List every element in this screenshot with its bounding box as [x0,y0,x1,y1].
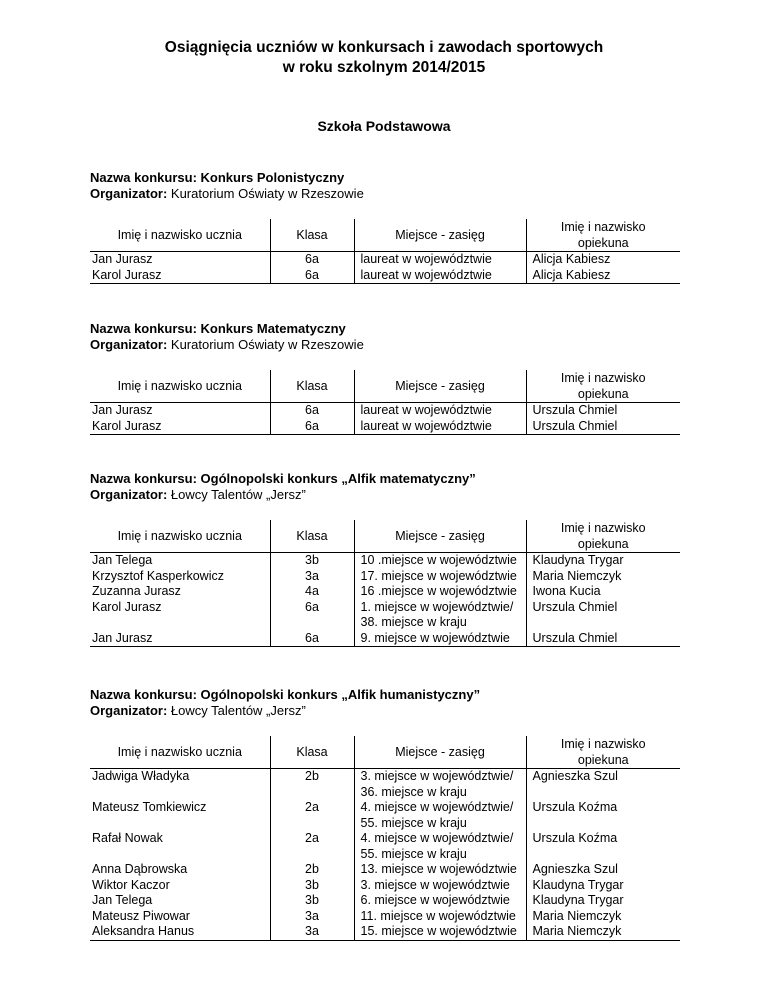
cell-place [354,403,526,419]
place-line: 9. miejsce w województwie [360,630,510,645]
header-row [90,219,680,252]
header-tutor [526,370,680,403]
results-table [90,219,680,284]
cell-class: 3b [270,553,354,569]
school-heading: Szkoła Podstawowa [317,118,451,134]
organizer-label: Organizator: [90,337,168,352]
cell-student: Wiktor Kaczor [92,877,170,892]
header-tutor-line-2: opiekuna [577,236,629,250]
cell-place [354,584,526,600]
cell-class: 6a [270,403,354,419]
document-title-line-2: w roku szkolnym 2014/2015 [282,59,486,76]
header-class: Klasa [270,370,354,403]
place-line: laureat w województwie [360,403,492,417]
place-line: 3. miejsce w województwie/ [360,769,514,783]
organizer-line [90,487,680,503]
cell-tutor: Klaudyna Trygar [526,878,680,894]
place-line: 4. miejsce w województwie/ [360,800,514,814]
cell-class: 3b [270,893,354,909]
organizer-value: Łowcy Talentów „Jersz” [167,487,306,502]
cell-class: 2b [270,862,354,878]
contest-section [90,170,680,284]
cell-class: 6a [270,600,354,631]
cell-place [354,631,526,647]
cell-place [354,893,526,909]
cell-class: 3a [270,569,354,585]
header-class: Klasa [270,219,354,252]
contest-section [90,687,680,941]
cell-tutor: Maria Niemczyk [526,924,680,940]
table-row [90,600,680,631]
cell-class: 3a [270,924,354,940]
contest-name-line [90,321,680,337]
header-place: Miejsce - zasięg [354,736,526,769]
place-line: 10 .miejsce w województwie [360,553,517,567]
cell-class: 3b [270,878,354,894]
header-student: Imię i nazwisko ucznia [90,370,270,403]
contest-section [90,321,680,435]
cell-tutor: Alicja Kabiesz [526,268,680,284]
table-row [90,419,680,435]
header-row [90,520,680,553]
cell-student: Mateusz Piwowar [92,908,190,923]
organizer-line [90,186,680,202]
cell-tutor: Agnieszka Szul [526,862,680,878]
cell-place [354,831,526,862]
table-row [90,553,680,569]
cell-place [354,600,526,631]
cell-student: Jan Jurasz [92,252,153,266]
cell-place [354,924,526,940]
cell-place [354,553,526,569]
organizer-label: Organizator: [90,186,168,201]
cell-class: 4a [270,584,354,600]
cell-class: 3a [270,909,354,925]
cell-tutor: Urszula Chmiel [526,403,680,419]
header-row [90,370,680,403]
contest-name-label: Nazwa konkursu: Ogólnopolski konkurs „Alfik humanistyczny” [90,687,481,702]
header-class: Klasa [270,520,354,553]
header-tutor-line-2: opiekuna [577,387,629,401]
cell-class: 2a [270,800,354,831]
cell-student: Karol Jurasz [92,599,162,614]
header-tutor [526,520,680,553]
cell-place [354,909,526,925]
organizer-value: Kuratorium Oświaty w Rzeszowie [167,186,364,201]
cell-student: Jan Telega [92,893,153,907]
header-student: Imię i nazwisko ucznia [90,219,270,252]
organizer-line [90,703,680,719]
cell-place [354,252,526,268]
table-row [90,268,680,284]
header-student: Imię i nazwisko ucznia [90,520,270,553]
cell-student: Karol Jurasz [90,419,270,435]
header-place: Miejsce - zasięg [354,370,526,403]
place-line: 3. miejsce w województwie [360,877,510,892]
table-row [90,893,680,909]
cell-student: Rafał Nowak [92,831,163,845]
organizer-value: Łowcy Talentów „Jersz” [167,703,306,718]
place-line: laureat w województwie [360,418,492,433]
organizer-label: Organizator: [90,487,168,502]
place-line: 1. miejsce w województwie/ [360,599,514,614]
cell-tutor: Maria Niemczyk [526,909,680,925]
header-tutor-line-1: Imię i nazwisko [560,737,646,751]
place-line: 38. miejsce w kraju [360,615,467,629]
organizer-line [90,337,680,353]
header-tutor-line-2: opiekuna [577,753,629,767]
cell-tutor: Urszula Chmiel [526,600,680,631]
table-row [90,403,680,419]
place-line: 55. miejsce w kraju [360,846,467,861]
place-line: 16 .miejsce w województwie [360,584,517,598]
header-tutor [526,736,680,769]
cell-tutor: Urszula Koźma [526,800,680,831]
table-row [90,584,680,600]
cell-tutor: Agnieszka Szul [526,769,680,801]
header-row [90,736,680,769]
cell-student: Mateusz Tomkiewicz [92,800,207,814]
place-line: laureat w województwie [360,252,492,266]
place-line: 17. miejsce w województwie [360,568,517,583]
cell-tutor: Klaudyna Trygar [526,893,680,909]
cell-student: Zuzanna Jurasz [92,584,181,598]
table-row [90,862,680,878]
cell-student: Aleksandra Hanus [90,924,270,940]
cell-class: 2a [270,831,354,862]
contest-name-label: Nazwa konkursu: Konkurs Matematyczny [90,321,346,336]
cell-student: Jan Telega [92,553,153,567]
cell-student: Jan Jurasz [90,631,270,647]
cell-place [354,569,526,585]
cell-tutor: Maria Niemczyk [526,569,680,585]
place-line: 55. miejsce w kraju [360,815,467,830]
table-row [90,569,680,585]
place-line: 4. miejsce w województwie/ [360,831,514,845]
cell-tutor: Alicja Kabiesz [526,252,680,268]
place-line: 36. miejsce w kraju [360,784,467,799]
cell-tutor: Klaudyna Trygar [526,553,680,569]
header-place: Miejsce - zasięg [354,520,526,553]
header-tutor-line-1: Imię i nazwisko [560,371,646,385]
cell-student: Krzysztof Kasperkowicz [92,568,224,583]
header-class: Klasa [270,736,354,769]
results-table [90,520,680,647]
table-row [90,909,680,925]
contest-section [90,471,680,647]
header-tutor-line-1: Imię i nazwisko [560,220,646,234]
cell-class: 6a [270,252,354,268]
table-row [90,800,680,831]
place-line: 6. miejsce w województwie [360,893,510,907]
cell-student: Karol Jurasz [90,268,270,284]
cell-tutor: Urszula Chmiel [526,631,680,647]
cell-tutor: Urszula Chmiel [526,419,680,435]
organizer-value: Kuratorium Oświaty w Rzeszowie [167,337,364,352]
table-row [90,924,680,940]
contest-name-label: Nazwa konkursu: Ogólnopolski konkurs „Alfik matematyczny” [90,471,476,486]
document-title-line-1: Osiągnięcia uczniów w konkursach i zawodach sportowych [164,39,604,56]
contest-name-line [90,687,680,703]
cell-place [354,878,526,894]
place-line: 15. miejsce w województwie [360,924,517,938]
header-tutor-line-2: opiekuna [577,537,629,551]
results-table [90,736,680,941]
header-tutor [526,219,680,252]
header-place: Miejsce - zasięg [354,219,526,252]
cell-student: Jadwiga Władyka [92,769,190,783]
cell-class: 6a [270,419,354,435]
place-line: laureat w województwie [360,267,492,282]
cell-tutor: Iwona Kucia [526,584,680,600]
cell-class: 6a [270,268,354,284]
table-row [90,878,680,894]
cell-student: Anna Dąbrowska [92,862,188,876]
table-row [90,831,680,862]
cell-class: 2b [270,769,354,801]
place-line: 13. miejsce w województwie [360,862,517,876]
contest-name-label: Nazwa konkursu: Konkurs Polonistyczny [90,170,345,185]
table-row [90,769,680,801]
cell-place [354,419,526,435]
contest-name-line [90,471,680,487]
cell-place [354,268,526,284]
table-row [90,631,680,647]
table-row [90,252,680,268]
cell-place [354,862,526,878]
results-table [90,370,680,435]
header-tutor-line-1: Imię i nazwisko [560,521,646,535]
cell-place [354,769,526,801]
place-line: 11. miejsce w województwie [360,908,516,923]
contest-name-line [90,170,680,186]
organizer-label: Organizator: [90,703,168,718]
cell-class: 6a [270,631,354,647]
cell-tutor: Urszula Koźma [526,831,680,862]
cell-place [354,800,526,831]
header-student: Imię i nazwisko ucznia [90,736,270,769]
cell-student: Jan Jurasz [92,403,153,417]
